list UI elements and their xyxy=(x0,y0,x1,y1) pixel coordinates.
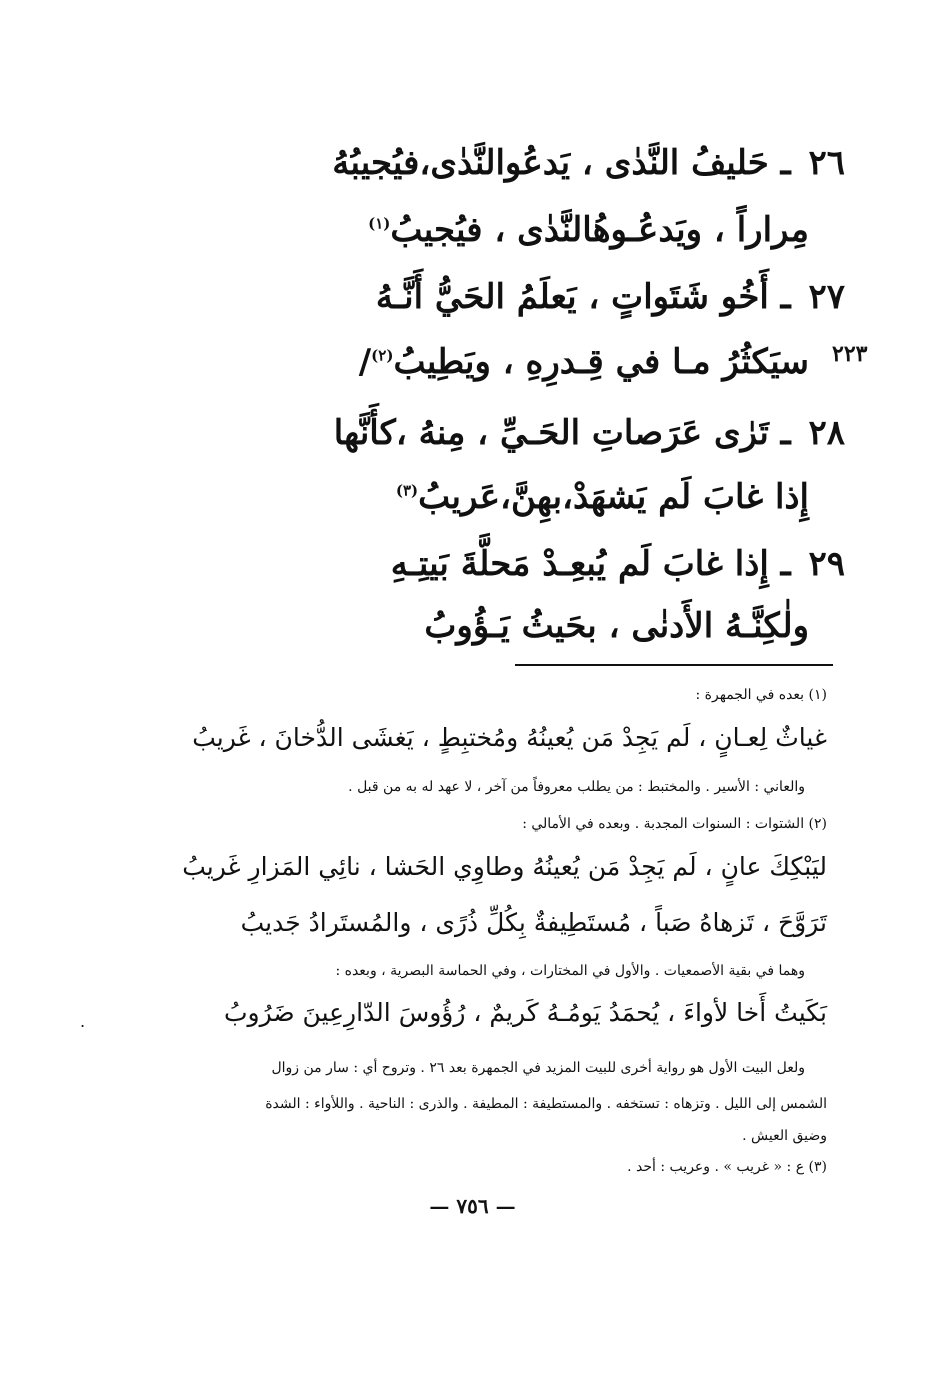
hemistich-text: سيَكثُرُ مـا في قِـدرِهِ ، ويَطِيبُ xyxy=(393,342,809,382)
footnote-3: (٣) ع : « غريب » . وعريب : أحد . xyxy=(627,1159,827,1175)
footnote-1-heading: (١) بعده في الجمهرة : xyxy=(695,687,827,703)
hemistich-text: تَرٰى عَرَصاتِ الحَـيِّ ، مِنهُ ،كأَنَّها xyxy=(333,413,769,453)
verse-number: ٢٧ xyxy=(808,277,845,317)
page-break-slash: / xyxy=(358,342,372,382)
hemistich-text: أَخُو شَتَواتٍ ، يَعلَمُ الحَيُّ أَنَّـهُ xyxy=(375,277,769,317)
verse-29-first-hemistich: ٢٩ ـ إِذا غابَ لَم يُبعِـدْ مَحلَّةَ بَيتِـهِ xyxy=(390,544,845,584)
hemistich-text: إِذا غابَ لَم يَشهَدْ،بهِنَّ،عَريبُ xyxy=(418,477,809,517)
footnote-2-note-2a: ولعل البيت الأول هو رواية أخرى للبيت المزيد في الجمهرة بعد ٢٦ . وتروح أي : سار من زوال xyxy=(271,1060,805,1076)
hemistich-text: ولٰكِنَّـهُ الأَدنٰى ، بحَيثُ يَـؤُوبُ xyxy=(424,606,809,646)
page-number: — ٧٥٦ — xyxy=(429,1194,516,1218)
verse-number: ٢٩ xyxy=(808,544,845,584)
margin-page-number: ٢٢٣ xyxy=(832,341,868,367)
verse-27-second-hemistich xyxy=(358,342,809,382)
stray-mark: . xyxy=(80,1012,86,1031)
footnote-1-note: والعاني : الأسير . والمختبط : من يطلب معروفاً من آخر ، لا عهد له به من قبل . xyxy=(348,779,805,795)
hemistich-text: مِراراً ، ويَدعُـوهُالنَّدٰى ، فيُجيبُ xyxy=(390,210,809,250)
footnote-separator xyxy=(515,664,833,666)
footnote-2-note-1: وهما في بقية الأصمعيات . والأول في المختارات ، وفي الحماسة البصرية ، وبعده : xyxy=(335,963,805,979)
verse-number: ٢٨ xyxy=(808,413,845,453)
footnote-1-verse: غياثٌ لِعـانٍ ، لَم يَجِدْ مَن يُعينُهُ ومُختبِطٍ ، يَغشَى الدُّخانَ ، غَريبُ xyxy=(192,723,827,752)
footnote-ref-3: (٣) xyxy=(395,481,419,500)
verse-26-first-hemistich: ٢٦ ـ حَليفُ النَّدٰى ، يَدعُوالنَّدٰى،فيُجيبُهُ xyxy=(332,143,845,183)
hemistich-text: حَليفُ النَّدٰى ، يَدعُوالنَّدٰى،فيُجيبُهُ xyxy=(332,143,769,183)
footnote-2-verse-1: ليَبْكِكَ عانٍ ، لَم يَجِدْ مَن يُعينُهُ وطاوِي الحَشا ، نائِي المَزارِ غَريبُ xyxy=(182,852,827,881)
footnote-2-heading: (٢) الشتوات : السنوات المجدبة . وبعده في الأمالي : xyxy=(522,816,827,832)
verse-27-first-hemistich: ٢٧ ـ أَخُو شَتَواتٍ ، يَعلَمُ الحَيُّ أَنَّـهُ xyxy=(375,277,845,317)
footnote-2-verse-3: بَكَيتُ أَخا لأواءَ ، يُحمَدُ يَومُـهُ كَريمٌ ، رُؤُوسَ الدّارِعِينَ ضَرُوبُ xyxy=(223,998,827,1027)
verse-28-first-hemistich: ٢٨ ـ تَرٰى عَرَصاتِ الحَـيِّ ، مِنهُ ،كأَنَّها xyxy=(333,413,845,453)
footnote-2-note-2b: الشمس إلى الليل . وتزهاه : تستخفه . والمستطيفة : المطيفة . والذرى : الناحية . واللأواء : الشدة xyxy=(265,1096,827,1112)
footnote-2-note-2c: وضيق العيش . xyxy=(742,1128,827,1144)
verse-number: ٢٦ xyxy=(808,143,845,183)
hemistich-text: إِذا غابَ لَم يُبعِـدْ مَحلَّةَ بَيتِـهِ xyxy=(390,544,769,584)
verse-26-second-hemistich xyxy=(368,210,809,250)
footnote-ref-2: (٢) xyxy=(371,346,394,365)
footnote-2-verse-2: تَرَوَّحَ ، تَزهاهُ صَباً ، مُستَطِيفةٌ بِكُلِّ ذُرًى ، والمُستَرادُ جَديبُ xyxy=(240,908,827,937)
verse-29-second-hemistich xyxy=(424,606,809,646)
footnote-ref-1: (١) xyxy=(368,214,391,233)
verse-28-second-hemistich xyxy=(395,477,809,517)
